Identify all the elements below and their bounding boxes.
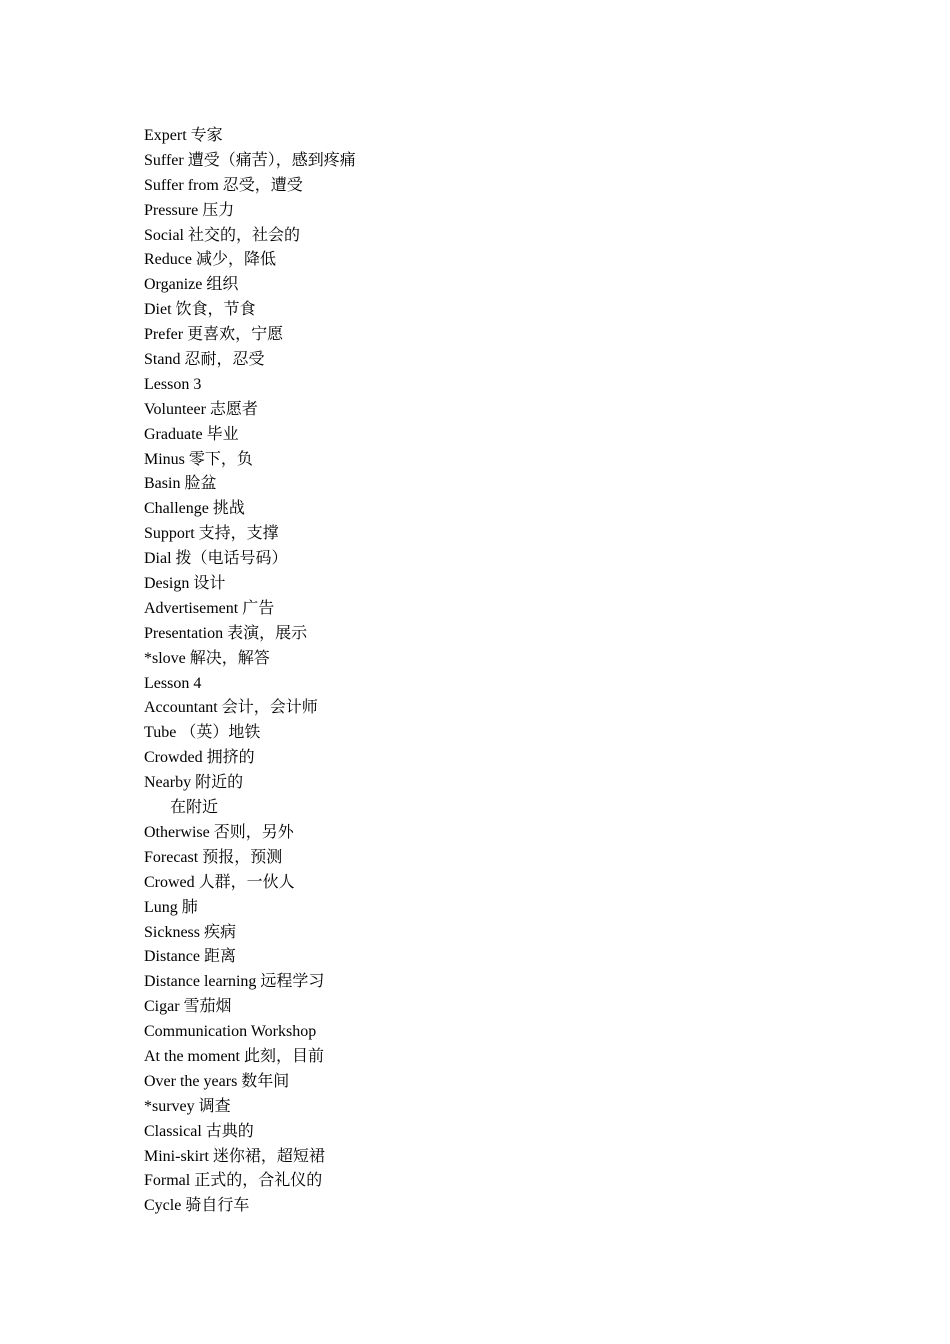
vocab-line: Sickness 疾病 (144, 923, 237, 941)
vocab-line: Crowded 拥挤的 (144, 749, 255, 767)
lesson-heading: Lesson 4 (144, 674, 202, 692)
vocab-line: Suffer 遭受（痛苦），感到疼痛 (144, 151, 356, 169)
vocab-line: Reduce 减少，降低 (144, 251, 276, 269)
vocab-line: Crowed 人群，一伙人 (144, 873, 295, 891)
vocab-line: Lung 肺 (144, 898, 198, 916)
lesson-heading: Lesson 3 (144, 375, 202, 393)
vocab-line: Forecast 预报，预测 (144, 848, 283, 866)
vocab-line: Minus 零下，负 (144, 450, 253, 468)
vocab-line: Presentation 表演，展示 (144, 624, 308, 642)
vocab-line: Graduate 毕业 (144, 425, 239, 443)
vocab-line: Basin 脸盆 (144, 475, 217, 493)
vocab-line: *survey 调查 (144, 1097, 231, 1115)
vocab-line: Nearby 附近的 (144, 774, 244, 792)
vocab-line: Cycle 骑自行车 (144, 1197, 250, 1215)
vocab-line: *slove 解决，解答 (144, 649, 270, 667)
vocab-line: Challenge 挑战 (144, 500, 245, 518)
vocab-line: Dial 拨（电话号码） (144, 550, 288, 568)
vocab-line: Accountant 会计，会计师 (144, 699, 318, 717)
vocab-line: Stand 忍耐，忍受 (144, 351, 265, 369)
vocab-line: Expert 专家 (144, 127, 223, 144)
vocab-line: Social 社交的，社会的 (144, 226, 300, 244)
vocab-line: Design 设计 (144, 575, 226, 593)
vocab-line: Distance learning 远程学习 (144, 973, 325, 991)
vocabulary-list (144, 124, 844, 1219)
vocab-line: Over the years 数年间 (144, 1072, 290, 1090)
vocab-line: Support 支持，支撑 (144, 525, 279, 543)
vocab-line: Mini-skirt 迷你裙，超短裙 (144, 1147, 325, 1165)
vocab-line: Organize 组织 (144, 276, 239, 294)
vocab-line: Distance 距离 (144, 948, 236, 966)
vocab-line: Prefer 更喜欢，宁愿 (144, 326, 284, 344)
vocab-line: Classical 古典的 (144, 1122, 254, 1140)
vocab-line: Advertisement 广告 (144, 599, 275, 617)
vocab-line: Cigar 雪茄烟 (144, 998, 232, 1016)
section-heading: Communication Workshop (144, 1023, 317, 1041)
vocab-line-indented: 在附近 (170, 799, 219, 817)
vocab-line: Otherwise 否则，另外 (144, 823, 294, 841)
vocab-line: Pressure 压力 (144, 201, 235, 219)
vocab-line: Tube （英）地铁 (144, 724, 261, 742)
vocab-line: Suffer from 忍受，遭受 (144, 176, 303, 194)
vocab-line: At the moment 此刻，目前 (144, 1047, 324, 1065)
vocab-line: Diet 饮食，节食 (144, 301, 256, 319)
vocab-line: Volunteer 志愿者 (144, 400, 258, 418)
vocab-line: Formal 正式的，合礼仪的 (144, 1172, 323, 1190)
